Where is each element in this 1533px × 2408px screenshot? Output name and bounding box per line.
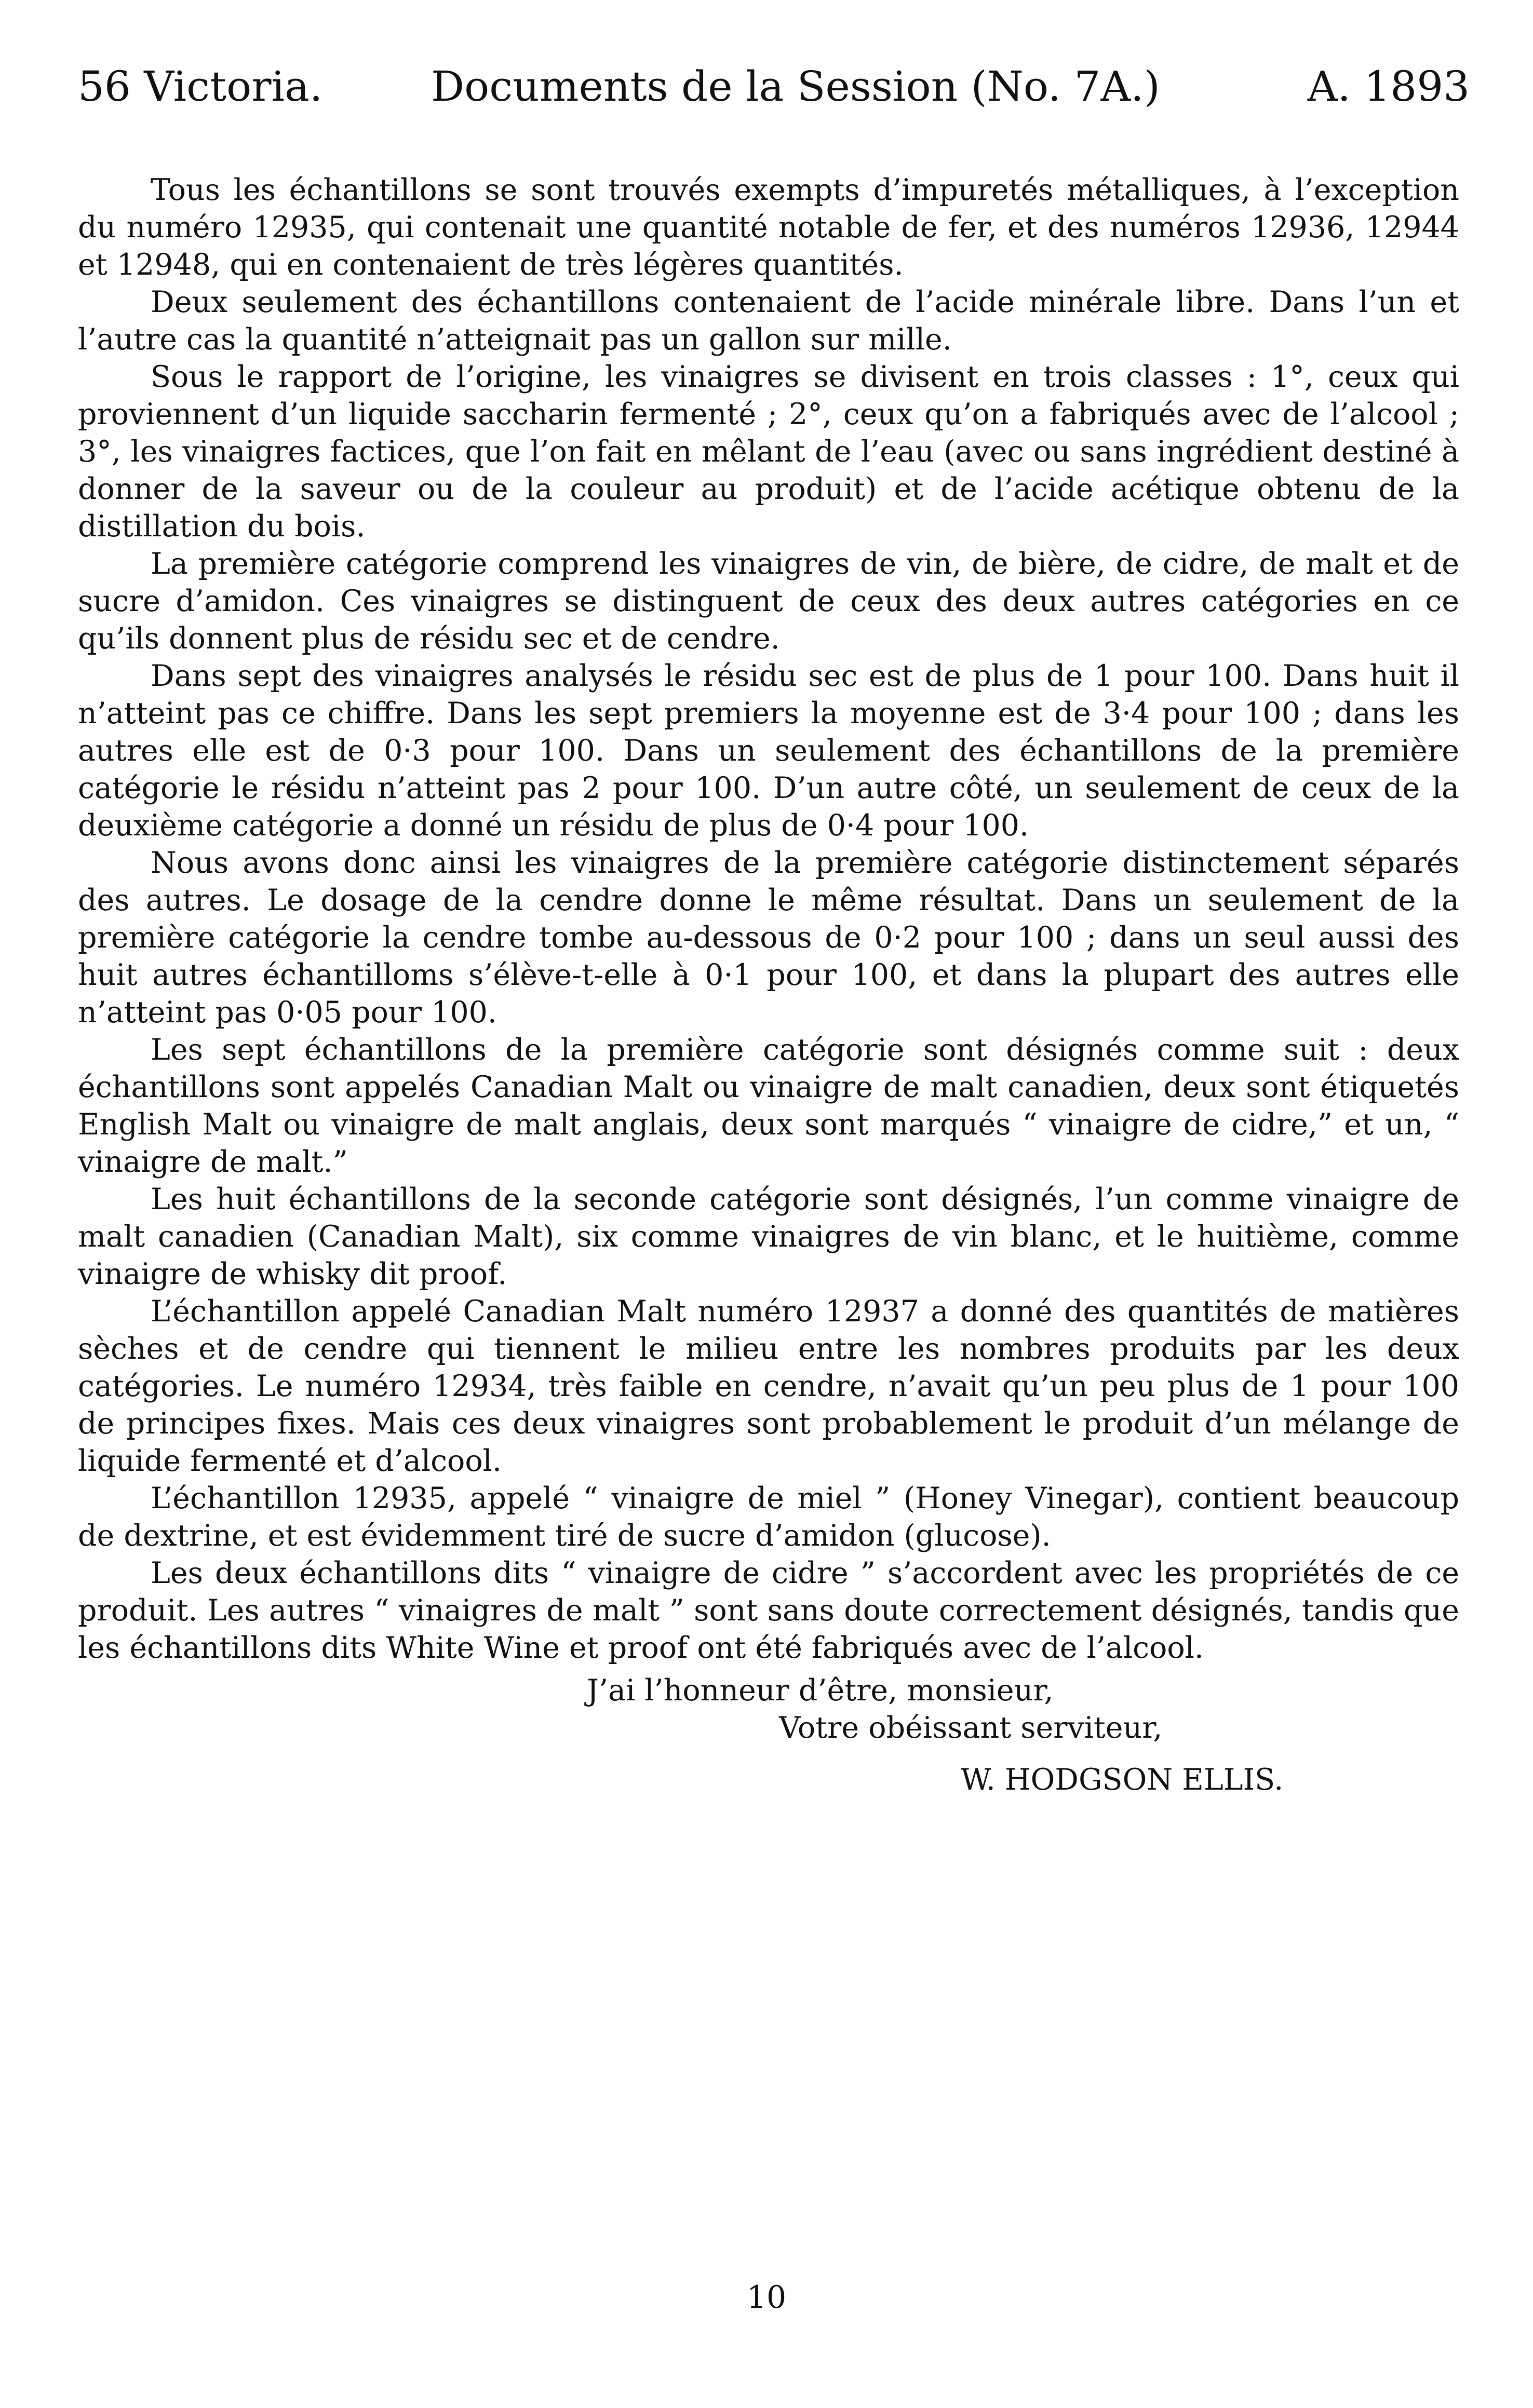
closing-block [78,1672,1459,1798]
report-body [78,171,1459,1667]
paragraph: Les deux échantillons dits “ vinaigre de cidre ” s’accordent avec les propriétés de ce produit. Les autres “ vinaigres de malt ” sont sans doute correctement désignés, tandis que les échantillons dits White Wine et proof ont été fabriqués avec de l’alcool. [78,1556,1459,1665]
paragraph: Dans sept des vinaigres analysés le résidu sec est de plus de 1 pour 100. Dans huit il n’atteint pas ce chiffre. Dans les sept premiers la moyenne est de 3·4 pour 100 ; dans les autres elle est de 0·3 pour 100. Dans un seulement des échantillons de la première catégorie le résidu n’atteint pas 2 pour 100. D’un autre côté, un seulement de ceux de la deuxième catégorie a donné un résidu de plus de 0·4 pour 100. [78,659,1459,843]
signature: W. HODGSON ELLIS. [961,1763,1284,1797]
header-year: A. 1893 [1307,62,1470,111]
paragraph: Les sept échantillons de la première catégorie sont désignés comme suit : deux échantillons sont appelés Canadian Malt ou vinaigre de malt canadien, deux sont étiquetés English Malt ou vinaigre de malt anglais, deux sont marqués “ vinaigre de cidre,” et un, “ vinaigre de malt.” [78,1033,1459,1179]
paragraph: L’échantillon appelé Canadian Malt numéro 12937 a donné des quantités de matières sèches et de cendre qui tiennent le milieu entre les nombres produits par les deux catégories. Le numéro 12934, très faible en cendre, n’avait qu’un peu plus de 1 pour 100 de principes fixes. Mais ces deux vinaigres sont probablement le produit d’un mélange de liquide fermenté et d’alcool. [78,1294,1459,1478]
paragraph: Sous le rapport de l’origine, les vinaigres se divisent en trois classes : 1°, ceux qui proviennent d’un liquide saccharin fermenté ; 2°, ceux qu’on a fabriqués avec de l’alcool ; 3°, les vinaigres factices, que l’on fait en mêlant de l’eau (avec ou sans ingrédient destiné à donner de la saveur ou de la couleur au produit) et de l’acide acétique obtenu de la distillation du bois. [78,360,1459,544]
header-left: 56 Victoria. [78,62,323,111]
header-title: Documents de la Session (No. 7A.) [431,62,1160,111]
paragraph: La première catégorie comprend les vinaigres de vin, de bière, de cidre, de malt et de sucre d’amidon. Ces vinaigres se distinguent de ceux des deux autres catégories en ce qu’ils donnent plus de résidu sec et de cendre. [78,547,1459,656]
paragraph: L’échantillon 12935, appelé “ vinaigre de miel ” (Honey Vinegar), contient beaucoup de dextrine, et est évidemment tiré de sucre d’amidon (glucose). [78,1481,1459,1553]
paragraph: Nous avons donc ainsi les vinaigres de la première catégorie distinctement séparés des autres. Le dosage de la cendre donne le même résultat. Dans un seulement de la première catégorie la cendre tombe au-dessous de 0·2 pour 100 ; dans un seul aussi des huit autres échantilloms s’élève-t-elle à 0·1 pour 100, et dans la plupart des autres elle n’atteint pas 0·05 pour 100. [78,846,1459,1030]
paragraph: Les huit échantillons de la seconde catégorie sont désignés, l’un comme vinaigre de malt canadien (Canadian Malt), six comme vinaigres de vin blanc, et le huitième, comme vinaigre de whisky dit proof. [78,1182,1459,1291]
running-header [78,62,1470,125]
closing-salutation: J’ai l’honneur d’être, monsieur, [587,1673,1054,1708]
closing-complimentary: Votre obéissant serviteur, [779,1711,1163,1745]
paragraph: Tous les échantillons se sont trouvés exempts d’impuretés métalliques, à l’exception du numéro 12935, qui contenait une quantité notable de fer, et des numéros 12936, 12944 et 12948, qui en contenaient de très légères quantités. [78,173,1459,282]
paragraph: Deux seulement des échantillons contenaient de l’acide minérale libre. Dans l’un et l’autre cas la quantité n’atteignait pas un gallon sur mille. [78,285,1459,357]
page-number: 10 [746,2279,787,2316]
